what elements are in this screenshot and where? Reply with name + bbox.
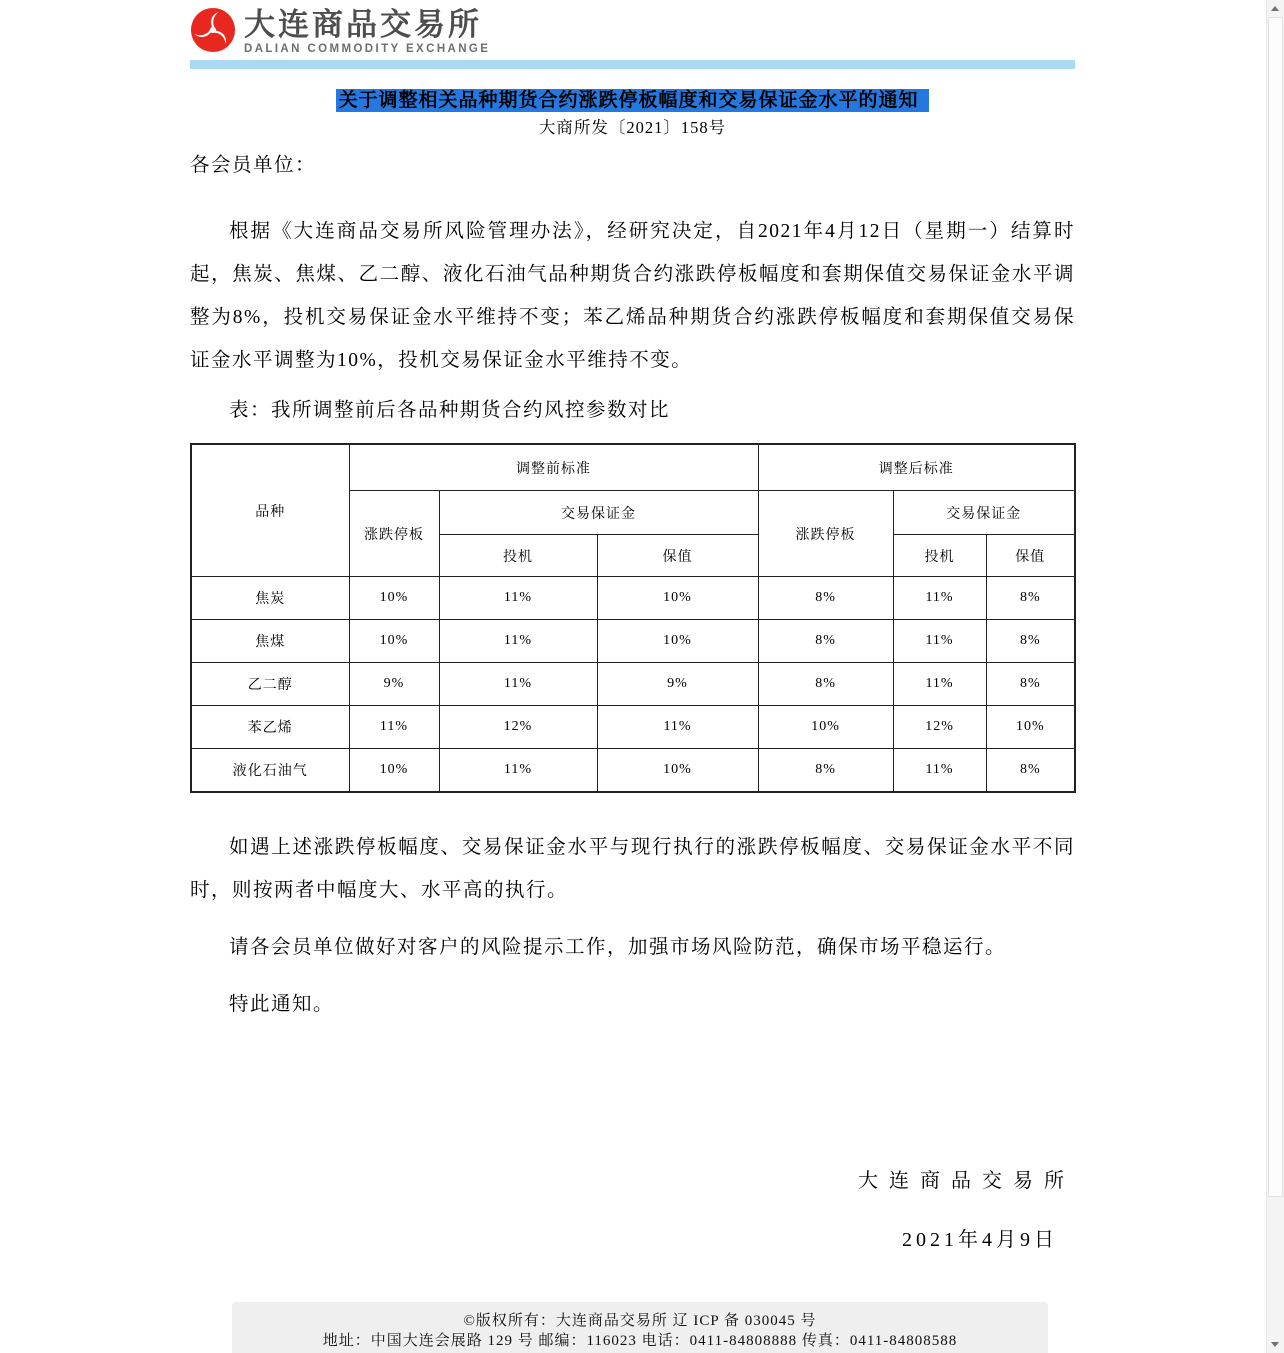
notice-title-highlighted: 关于调整相关品种期货合约涨跌停板幅度和交易保证金水平的通知 xyxy=(336,89,928,112)
th-variety: 品种 xyxy=(191,444,349,577)
th-after-group: 调整后标准 xyxy=(758,444,1075,491)
table-cell: 8% xyxy=(758,663,893,706)
dce-logo-cn: 大连商品交易所 xyxy=(244,7,482,42)
table-cell: 8% xyxy=(758,577,893,620)
th-hedge-before: 保值 xyxy=(597,535,758,577)
table-cell: 10% xyxy=(349,577,439,620)
table-cell: 11% xyxy=(893,749,986,793)
table-cell: 8% xyxy=(986,749,1075,793)
table-row xyxy=(191,706,1075,749)
paragraph-decision: 根据《大连商品交易所风险管理办法》，经研究决定，自2021年4月12日（星期一）结算时起，焦炭、焦煤、乙二醇、液化石油气品种期货合约涨跌停板幅度和套期保值交易保证金水平调整为8%，投机交易保证金水平维持不变；苯乙烯品种期货合约涨跌停板幅度和套期保值交易保证金水平调整为10%，投机交易保证金水平维持不变。 xyxy=(190,221,1075,371)
cell-variety: 苯乙烯 xyxy=(191,706,349,749)
table-cell: 11% xyxy=(439,749,597,793)
table-cell: 11% xyxy=(893,577,986,620)
table-cell: 12% xyxy=(439,706,597,749)
page-footer xyxy=(232,1302,1048,1353)
paragraph-execution-rule: 如遇上述涨跌停板幅度、交易保证金水平与现行执行的涨跌停板幅度、交易保证金水平不同时，则按两者中幅度大、水平高的执行。 xyxy=(190,837,1075,901)
table-cell: 8% xyxy=(986,620,1075,663)
table-cell: 10% xyxy=(986,706,1075,749)
th-hedge-after: 保值 xyxy=(986,535,1075,577)
th-spec-after: 投机 xyxy=(893,535,986,577)
risk-params-table xyxy=(190,443,1076,793)
table-row xyxy=(191,577,1075,620)
paragraph-hereby: 特此通知。 xyxy=(229,994,335,1015)
vertical-scrollbar[interactable] xyxy=(1266,0,1284,1353)
th-margin-after: 交易保证金 xyxy=(893,491,1075,535)
table-cell: 9% xyxy=(597,663,758,706)
table-cell: 11% xyxy=(439,577,597,620)
scroll-up-arrow-icon xyxy=(1271,6,1279,11)
dce-logo-text xyxy=(244,6,490,56)
paragraph-risk-reminder: 请各会员单位做好对客户的风险提示工作，加强市场风险防范，确保市场平稳运行。 xyxy=(229,937,1007,958)
th-spec-before: 投机 xyxy=(439,535,597,577)
table-cell: 8% xyxy=(758,749,893,793)
dce-logo-en: DALIAN COMMODITY EXCHANGE xyxy=(244,43,491,55)
cell-variety: 液化石油气 xyxy=(191,749,349,793)
cell-variety: 焦煤 xyxy=(191,620,349,663)
signature-org: 大连商品交易所 xyxy=(858,1170,1075,1192)
table-cell: 11% xyxy=(349,706,439,749)
table-cell: 11% xyxy=(597,706,758,749)
table-row xyxy=(191,749,1075,793)
signature-date: 2021年4月9日 xyxy=(902,1229,1058,1251)
table-row xyxy=(191,663,1075,706)
footer-copyright: ©版权所有：大连商品交易所 辽 ICP 备 030045 号 xyxy=(463,1313,817,1329)
table-row xyxy=(191,620,1075,663)
footer-address: 地址：中国大连会展路 129 号 邮编：116023 电话：0411-84808888 传真：0411-84808588 xyxy=(322,1333,958,1349)
content-column xyxy=(190,0,1075,1253)
table-cell: 11% xyxy=(893,620,986,663)
table-cell: 12% xyxy=(893,706,986,749)
th-margin-before: 交易保证金 xyxy=(439,491,758,535)
table-cell: 11% xyxy=(893,663,986,706)
th-before-group: 调整前标准 xyxy=(349,444,758,491)
cell-variety: 乙二醇 xyxy=(191,663,349,706)
table-cell: 9% xyxy=(349,663,439,706)
table-header-row-1 xyxy=(191,444,1075,491)
table-cell: 10% xyxy=(597,620,758,663)
scroll-up-button[interactable] xyxy=(1267,0,1284,17)
salutation: 各会员单位： xyxy=(190,155,317,176)
table-cell: 11% xyxy=(439,663,597,706)
table-cell: 10% xyxy=(597,749,758,793)
site-header xyxy=(190,0,1075,56)
th-limit-after: 涨跌停板 xyxy=(758,491,893,577)
table-cell: 10% xyxy=(349,749,439,793)
th-limit-before: 涨跌停板 xyxy=(349,491,439,577)
scrollbar-thumb[interactable] xyxy=(1268,17,1283,1197)
doc-number: 大商所发〔2021〕158号 xyxy=(538,118,727,137)
table-cell: 8% xyxy=(758,620,893,663)
scroll-down-button[interactable] xyxy=(1267,1336,1284,1353)
cell-variety: 焦炭 xyxy=(191,577,349,620)
table-caption: 表：我所调整前后各品种期货合约风控参数对比 xyxy=(229,400,671,421)
header-divider-bar xyxy=(190,60,1075,69)
table-cell: 10% xyxy=(349,620,439,663)
table-cell: 10% xyxy=(758,706,893,749)
dce-swirl-logo-icon xyxy=(190,7,236,53)
notice-title-row xyxy=(190,90,1075,113)
table-cell: 10% xyxy=(597,577,758,620)
table-cell: 8% xyxy=(986,577,1075,620)
table-cell: 8% xyxy=(986,663,1075,706)
table-cell: 11% xyxy=(439,620,597,663)
scroll-down-arrow-icon xyxy=(1271,1342,1279,1347)
